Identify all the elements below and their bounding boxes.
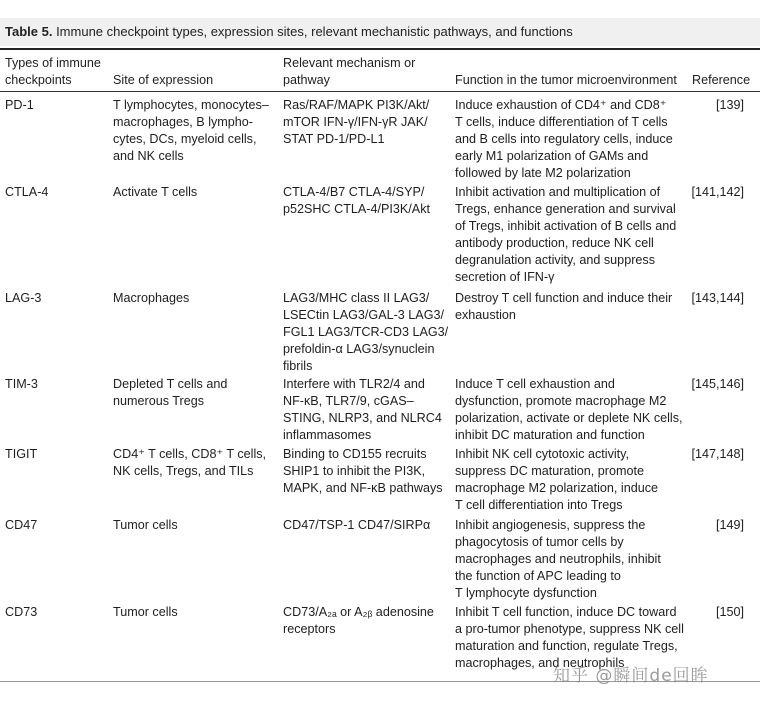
table-cell-site: [113, 446, 266, 480]
caption-text: Immune checkpoint types, expression sites, relevant mechanistic pathways, and functions: [52, 24, 573, 39]
cell-line: the function of APC leading to: [455, 569, 621, 583]
table-cell-type: [5, 604, 37, 621]
header-type-line: checkpoints: [5, 73, 72, 87]
table-cell-mechanism: [283, 376, 442, 444]
cell-line: and NK cells: [113, 149, 184, 163]
table-cell-type: [5, 184, 48, 201]
table-cell-mechanism: [283, 290, 448, 375]
cell-line: TIM-3: [5, 377, 38, 391]
cell-line: Ras/RAF/MAPK PI3K/Akt/: [283, 98, 430, 112]
cell-line: macrophages and neutrophils, inhibit: [455, 552, 661, 566]
table-cell-function: [455, 376, 683, 444]
cell-line: a pro-tumor phenotype, suppress NK cell: [455, 622, 684, 636]
table-cell-reference: [691, 446, 744, 463]
cell-line: inhibit DC maturation and function: [455, 428, 645, 442]
cell-line: secretion of IFN-γ: [455, 270, 555, 284]
cell-line: T lymphocyte dysfunction: [455, 586, 597, 600]
cell-line: Depleted T cells and: [113, 377, 228, 391]
header-function-line: Function in the tumor microenvironment: [455, 73, 677, 87]
table-cell-site: [113, 184, 197, 201]
cell-line: CD73: [5, 605, 38, 619]
cell-line: Macrophages: [113, 291, 190, 305]
cell-line: CTLA-4: [5, 185, 49, 199]
cell-line: Tumor cells: [113, 518, 178, 532]
cell-line: MAPK, and NF-κB pathways: [283, 481, 443, 495]
top-rule: [0, 48, 760, 50]
table-cell-mechanism: [283, 97, 429, 148]
cell-line: Inhibit angiogenesis, suppress the: [455, 518, 646, 532]
table-cell-function: [455, 517, 661, 602]
table-cell-mechanism: [283, 184, 430, 218]
header-site: [113, 72, 213, 89]
header-mechanism-line: Relevant mechanism or: [283, 56, 416, 70]
cell-line: exhaustion: [455, 308, 516, 322]
cell-line: Inhibit NK cell cytotoxic activity,: [455, 447, 630, 461]
table-cell-type: [5, 97, 34, 114]
cell-line: T cell differentiation into Tregs: [455, 498, 623, 512]
cell-line: Induce T cell exhaustion and: [455, 377, 615, 391]
header-reference-line: Reference: [692, 73, 751, 87]
table-cell-site: [113, 517, 178, 534]
table-cell-site: [113, 376, 227, 410]
cell-line: TIGIT: [5, 447, 38, 461]
header-type-line: Types of immune: [5, 56, 101, 70]
cell-line: STING, NLRP3, and NLRC4: [283, 411, 442, 425]
caption-label: Table 5.: [5, 24, 53, 39]
cell-line: NF-κB, TLR7/9, cGAS–: [283, 394, 414, 408]
table-caption: [5, 24, 573, 39]
cell-line: [143,144]: [691, 291, 744, 305]
cell-line: numerous Tregs: [113, 394, 204, 408]
cell-line: Activate T cells: [113, 185, 198, 199]
cell-line: CD47/TSP-1 CD47/SIRPα: [283, 518, 431, 532]
cell-line: prefoldin-α LAG3/synuclein: [283, 342, 435, 356]
cell-line: macrophages, and neutrophils: [455, 656, 625, 670]
header-reference: [692, 72, 750, 89]
cell-line: [139]: [715, 98, 744, 112]
cell-line: [141,142]: [691, 185, 744, 199]
cell-line: phagocytosis of tumor cells by: [455, 535, 624, 549]
table-cell-type: [5, 376, 38, 393]
table-cell-site: [113, 97, 269, 165]
table-cell-function: [455, 97, 673, 182]
cell-line: LAG3/MHC class II LAG3/: [283, 291, 430, 305]
cell-line: Interfere with TLR2/4 and: [283, 377, 425, 391]
table-cell-mechanism: [283, 604, 434, 638]
cell-line: p52SHC CTLA-4/PI3K/Akt: [283, 202, 430, 216]
cell-line: CD4⁺ T cells, CD8⁺ T cells,: [113, 447, 267, 461]
cell-line: antibody production, reduce NK cell: [455, 236, 654, 250]
cell-line: SHIP1 to inhibit the PI3K,: [283, 464, 426, 478]
cell-line: LAG-3: [5, 291, 42, 305]
cell-line: dysfunction, promote macrophage M2: [455, 394, 667, 408]
cell-line: suppress DC maturation, promote: [455, 464, 644, 478]
cell-line: Inhibit T cell function, induce DC toward: [455, 605, 677, 619]
table-cell-reference: [691, 290, 744, 307]
cell-line: Destroy T cell function and induce their: [455, 291, 673, 305]
watermark-text: 知乎 @瞬间de回眸: [553, 666, 709, 686]
cell-line: T cells, induce differentiation of T cells: [455, 115, 668, 129]
table-cell-function: [455, 184, 676, 286]
table-cell-mechanism: [283, 446, 443, 497]
cell-line: T lymphocytes, monocytes–: [113, 98, 269, 112]
cell-line: maturation and function, regulate Tregs,: [455, 639, 678, 653]
table-cell-reference: [716, 97, 744, 114]
table-cell-reference: [716, 517, 744, 534]
table-cell-mechanism: [283, 517, 430, 534]
table-cell-site: [113, 290, 189, 307]
cell-line: polarization, activate or deplete NK cells,: [455, 411, 683, 425]
cell-line: CD47: [5, 518, 38, 532]
cell-line: degranulation activity, and suppress: [455, 253, 655, 267]
cell-line: PD-1: [5, 98, 34, 112]
cell-line: mTOR IFN-γ/IFN-γR JAK/: [283, 115, 428, 129]
cell-line: [150]: [715, 605, 744, 619]
cell-line: of Tregs, inhibit activation of B cells and: [455, 219, 677, 233]
cell-line: [145,146]: [691, 377, 744, 391]
table-cell-reference: [716, 604, 744, 621]
cell-line: cytes, DCs, myeloid cells,: [113, 132, 257, 146]
cell-line: receptors: [283, 622, 336, 636]
cell-line: CTLA-4/B7 CTLA-4/SYP/: [283, 185, 425, 199]
table-cell-reference: [691, 376, 744, 393]
table-cell-reference: [691, 184, 744, 201]
cell-line: FGL1 LAG3/TCR-CD3 LAG3/: [283, 325, 449, 339]
cell-line: Tregs, enhance generation and survival: [455, 202, 676, 216]
cell-line: early M1 polarization of GAMs and: [455, 149, 649, 163]
header-rule: [0, 91, 760, 92]
table-cell-type: [5, 290, 41, 307]
cell-line: CD73/A₂ₐ or A₂ᵦ adenosine: [283, 605, 434, 619]
cell-line: macrophages, B lympho-: [113, 115, 253, 129]
cell-line: and B cells into regulatory cells, induce: [455, 132, 673, 146]
cell-line: STAT PD-1/PD-L1: [283, 132, 385, 146]
header-site-line: Site of expression: [113, 73, 214, 87]
cell-line: followed by late M2 polarization: [455, 166, 631, 180]
cell-line: Binding to CD155 recruits: [283, 447, 427, 461]
cell-line: LSECtin LAG3/GAL-3 LAG3/: [283, 308, 445, 322]
cell-line: fibrils: [283, 359, 313, 373]
header-type: [5, 55, 101, 89]
table-cell-function: [455, 446, 658, 514]
header-function: [455, 72, 677, 89]
cell-line: Inhibit activation and multiplication of: [455, 185, 661, 199]
cell-line: NK cells, Tregs, and TILs: [113, 464, 254, 478]
header-mechanism-line: pathway: [283, 73, 330, 87]
cell-line: [149]: [715, 518, 744, 532]
table-cell-site: [113, 604, 178, 621]
cell-line: Induce exhaustion of CD4⁺ and CD8⁺: [455, 98, 667, 112]
table-cell-type: [5, 446, 37, 463]
header-mechanism: [283, 55, 415, 89]
cell-line: inflammasomes: [283, 428, 372, 442]
table-cell-type: [5, 517, 37, 534]
cell-line: macrophage M2 polarization, induce: [455, 481, 659, 495]
cell-line: Tumor cells: [113, 605, 178, 619]
table-cell-function: [455, 290, 672, 324]
cell-line: [147,148]: [691, 447, 744, 461]
